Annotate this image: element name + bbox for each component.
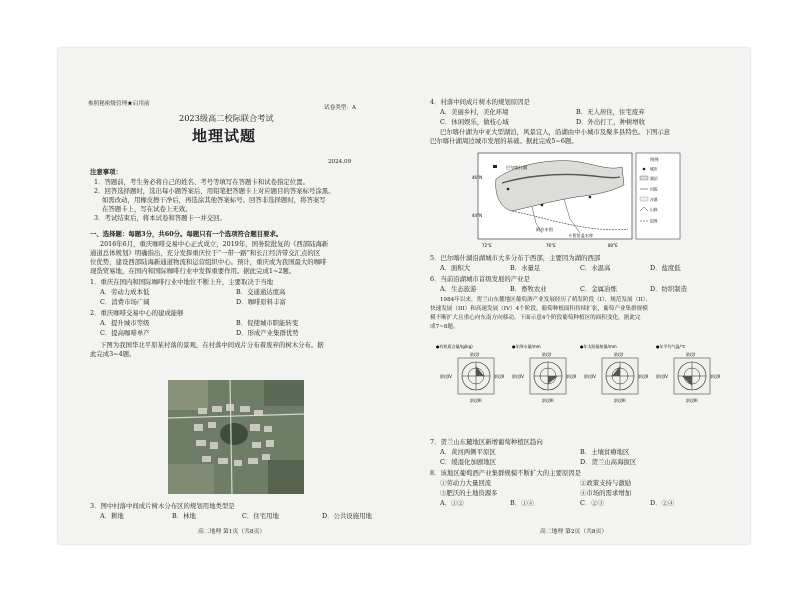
balkhash-map — [472, 149, 684, 249]
option: B．促使城市职能转变 — [236, 319, 299, 327]
option: A．面积大 — [440, 264, 471, 272]
passage-line: 通道总体规划》明确指出，充分发挥重庆位于“一带一路”和长江经济带交汇点的区 — [90, 249, 321, 257]
legend-item: 沙漠 — [650, 197, 658, 202]
chart-axis-label: 阶段III — [614, 398, 626, 403]
chart-caption: ●年平均气温/℃ — [656, 344, 686, 349]
passage-line: 巴尔喀什湖为中亚大型湖泊，风景宜人，沿湖由中小城市及聚多县特色。下图示意 — [440, 128, 671, 136]
passage-line: 此完成3~4题。 — [90, 350, 136, 358]
chart-axis-label: 阶段I — [686, 352, 696, 357]
notice-line: 3．考试结束后，将本试卷和答题卡一并交回。 — [94, 214, 226, 222]
option: B．水量足 — [510, 264, 541, 272]
chart-axis-label: 阶段I — [542, 352, 552, 357]
notice-title: 注意事项： — [90, 168, 122, 176]
q8-item: ④市场的需求增加 — [580, 489, 632, 497]
legend-item: 湖泊 — [650, 176, 658, 181]
passage-line: 快速发展（III）和高速发展（IV）4个阶段，葡萄种植面积持续扩张，葡萄产业集群规模 — [430, 306, 648, 312]
chart-axis-label: 阶段IV — [584, 374, 596, 379]
q8-item: ③肥沃的土地资源多 — [440, 489, 498, 497]
option: A．①② — [440, 499, 464, 507]
lat-label: 46°N — [472, 175, 483, 180]
legend-title: 图例 — [650, 157, 659, 162]
option: D．外出打工，种树增收 — [576, 118, 646, 126]
option: D．盐度低 — [650, 264, 681, 272]
option: D．②④ — [650, 499, 675, 507]
section-title: 一、选择题：每题3分，共60分。每题只有一个选项符合题目要求。 — [90, 230, 283, 238]
legend-item: 城市 — [650, 166, 658, 172]
option: C．水温高 — [580, 264, 611, 272]
notice-line: 1．答题前，考生务必将自己的姓名、考号等填写在答题卡和试卷指定位置。 — [94, 178, 309, 186]
legend-item: 河流 — [650, 186, 658, 192]
chart-axis-label: 阶段II — [566, 374, 577, 379]
option: D．公共设施用地 — [322, 512, 372, 520]
passage-line: 巴尔喀什湖周边城市发展的基础。据此完成5~6题。 — [430, 137, 578, 145]
chart-axis-label: 阶段I — [470, 352, 480, 357]
chart-axis-label: 阶段II — [710, 374, 721, 379]
page-footer: 高二地理 第2页（共8页） — [540, 529, 608, 535]
option: B．交通通达度高 — [236, 288, 286, 296]
chart-axis-label: 阶段I — [614, 352, 624, 357]
legend-item: 山脉 — [650, 207, 658, 212]
chart-axis-label: 阶段IV — [440, 374, 452, 379]
q8-item: ②政策支持与激励 — [580, 479, 632, 487]
question-7: 7．贺兰山东麓地区新增葡萄种植区趋向 — [430, 438, 543, 446]
option: A．劳动力成本低 — [100, 288, 150, 296]
left-page — [86, 48, 400, 544]
option: B．①④ — [510, 499, 534, 507]
chart-axis-label: 阶段III — [542, 398, 554, 403]
lake-label: 巴尔喀什湖 — [506, 165, 527, 170]
option: C．缓湿化加剧地区 — [440, 458, 497, 466]
legend-item: 国界 — [650, 218, 658, 224]
option: C．金属冶炼 — [580, 285, 617, 293]
chart-axis-label: 阶段IV — [512, 374, 524, 379]
option: C．②③ — [580, 499, 605, 507]
question-8: 8．该地区葡萄酒产业集群规模不断扩大的主要原因是 — [430, 469, 582, 477]
option: B．无人居住，住宅废弃 — [576, 108, 645, 116]
subject-title: 地理试题 — [192, 127, 257, 145]
option: B．畜牧农业 — [510, 285, 547, 293]
option: B．林地 — [172, 512, 196, 520]
option: C．休闲娱乐，做枝心域 — [440, 118, 509, 126]
chart-axis-label: 阶段III — [470, 398, 482, 403]
chart-axis-label: 阶段II — [494, 374, 505, 379]
question-2: 2．重庆咖啡交易中心的建成能够 — [90, 309, 184, 317]
page-footer: 高二地理 第1页（共8页） — [198, 529, 266, 535]
paper-type: 试卷类型：A — [324, 105, 357, 111]
option: D．贺兰山高海拔区 — [580, 458, 637, 466]
lon-label: 80°E — [608, 243, 618, 248]
passage-line: 成7~8题。 — [430, 324, 459, 330]
question-5: 5．巴尔喀什湖沿湖城市大多分布于西部，主要因为湖的西部 — [430, 254, 601, 262]
stage-charts — [436, 342, 726, 412]
question-3: 3．图中村落中间成片树木分布区的规划用地类型是 — [90, 502, 235, 510]
option: A．生态旅游 — [440, 285, 477, 293]
chart-organic-matter — [436, 343, 504, 403]
chart-axis-label: 阶段III — [686, 398, 698, 403]
chart-precipitation — [512, 343, 576, 403]
chart-caption: ●有机质含量/(g/kg) — [436, 344, 473, 349]
chart-caption: ●年降水量/mm — [512, 344, 541, 349]
option: A．黄河两侧平原区 — [440, 448, 496, 456]
chart-axis-label: 阶段IV — [656, 374, 668, 379]
exam-title: 2023级高二校际联合考试 — [179, 113, 274, 123]
passage-line: 下图为我国华北平原某村落的景观，在村落中间成片分布着废弃的树木分布。据 — [100, 341, 324, 349]
passage-line: 现货贸易地，在国内和国际咖啡行业中发挥重要作用。据此完成1~2题。 — [90, 267, 296, 275]
question-1: 1．重庆在国内和国际咖啡行业中地位不断上升，主要取决于当地 — [90, 278, 274, 286]
q8-item: ①劳动力大量回流 — [440, 479, 492, 487]
passage-line: 1984年以来，贺兰山东麓地区葡萄酒产业发展经历了萌发阶段（I）、规范发展（II）、 — [440, 297, 652, 303]
notice-line: 2．回答选择题时，选出每小题答案后，用铅笔把答题卡上对应题目的答案标号涂黑。 — [94, 187, 335, 195]
chart-temperature — [656, 343, 720, 403]
option: A．美丽乡村，美化环境 — [440, 108, 509, 116]
option: C．消费市场广阔 — [100, 298, 150, 306]
option: A．提升城市等级 — [100, 319, 150, 327]
option: C．提高咖啡单产 — [100, 329, 150, 337]
passage-line: 模不断扩大且重心向东南方向移动。下面示意4个阶段葡萄种植区的面积变化。据此完 — [430, 315, 641, 321]
city-label: 阿拉木图 — [536, 227, 553, 232]
notice-line: 如需改动，用橡皮擦干净后，再选涂其他答案标号。回答非选择题时，将答案写 — [102, 196, 326, 204]
option: D．形成产业集群优势 — [236, 329, 299, 337]
question-4: 4．村落中间成片树木的规划原因是 — [430, 98, 530, 106]
lon-label: 72°E — [482, 243, 492, 248]
option: D．咖啡原料丰富 — [236, 298, 286, 306]
question-6: 6．当前沿湖城市首级发展的产业是 — [430, 275, 530, 283]
option: B．土壤贫瘠地区 — [580, 448, 630, 456]
lat-label: 44°N — [472, 213, 483, 218]
chart-axis-label: 阶段II — [638, 374, 649, 379]
confidential-label: 参照秘密级管理★启用前 — [88, 101, 150, 107]
exam-date: 2024.09 — [328, 159, 352, 165]
lon-label: 76°E — [546, 243, 556, 248]
reservoir-label: 卡普恰盖水库 — [568, 233, 594, 238]
village-aerial-photo — [168, 380, 304, 494]
passage-line: 位优势，建设西部陆海新通道物流和运营组织中心。预计，重庆或为我国最大的咖啡 — [90, 258, 327, 266]
exam-sheet — [58, 48, 750, 544]
option: A．耕地 — [100, 512, 124, 520]
option: C．住宅用地 — [242, 512, 279, 520]
option: D．纺织制造 — [650, 285, 688, 293]
chart-solar-radiation — [580, 343, 648, 403]
right-page — [428, 48, 734, 544]
notice-line: 在答题卡上，写在试卷上无效。 — [102, 205, 192, 213]
passage-line: 2016年6月，重庆咖啡交易中心正式成立，2019年，国务院批复的《西部陆海新 — [100, 240, 329, 248]
chart-caption: ●年太阳辐射量/mm — [580, 344, 617, 349]
